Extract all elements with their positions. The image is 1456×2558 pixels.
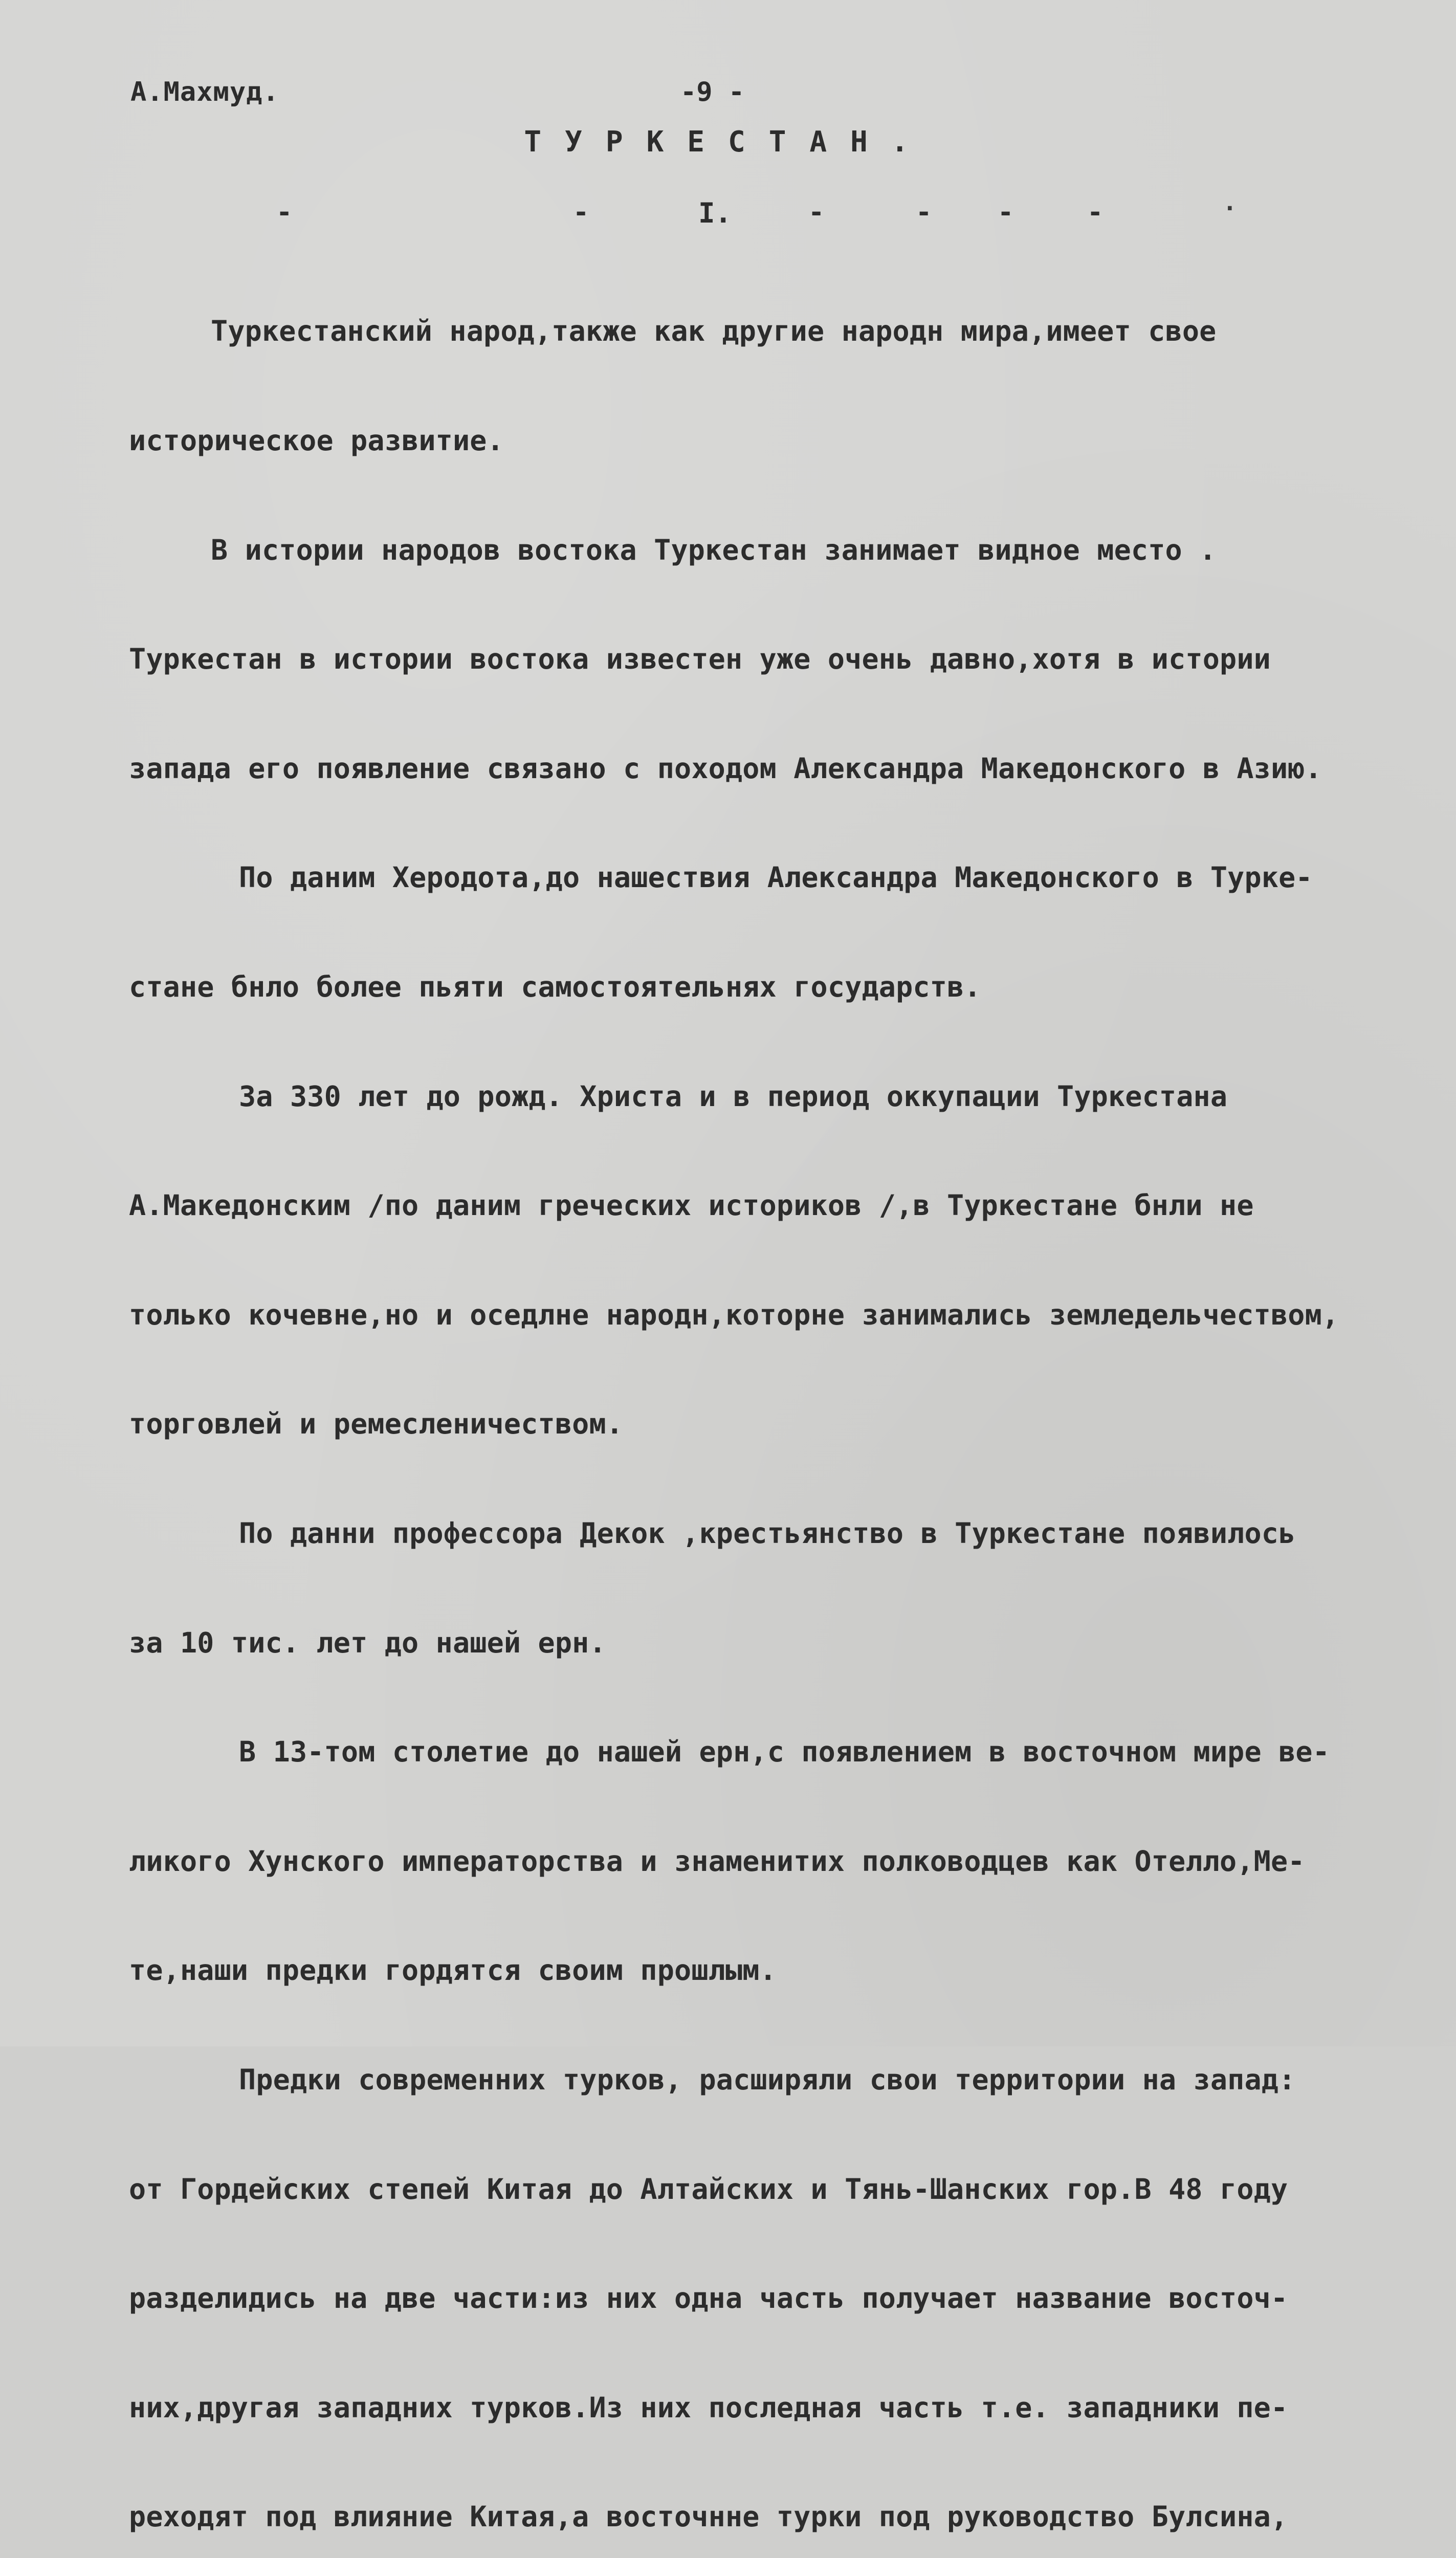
decorative-dash: - [276, 197, 295, 228]
decorative-dash: - [998, 197, 1016, 228]
decorative-dash: - [1087, 197, 1106, 228]
decorative-dash: - [808, 197, 827, 228]
text-line: них,другая западних турков.Из них последная часть т.е. западники пе- [129, 2391, 1288, 2424]
decorative-dash: - [916, 197, 934, 228]
text-line: от Гордейских степей Китая до Алтайских и Тянь-Шанских гор.В 48 году [129, 2172, 1288, 2206]
text-line: ликого Хунского императорства и знаменитих полководцев как Отелло,Ме- [129, 1844, 1305, 1878]
page-header [130, 77, 1384, 118]
body-text [129, 240, 1439, 2558]
text-line: Туркестан в истории востока известен уже очень давно,хотя в истории [129, 643, 1271, 676]
text-line: Предки современних турков, расширяли свои территории на запад: [239, 2063, 1296, 2096]
text-line: разделидись на две части:из них одна часть получает название восточ- [129, 2282, 1288, 2315]
text-line: По даним Херодота,до нашествия Александра Македонского в Турке- [239, 861, 1313, 894]
page-number: -9 - [680, 77, 745, 107]
text-line: По данни профессора Декок ,крестьянство в Туркестане появилось [239, 1516, 1296, 1550]
text-line: только кочевне,но и оседлне народн,которне занимались земледельчеством, [129, 1298, 1339, 1331]
text-line: реходят под влияние Китая,а восточнне турки под руководство Булсина, [129, 2500, 1288, 2533]
text-line: А.Македонским /по даним греческих историков /,в Туркестане бнли не [129, 1189, 1254, 1222]
author-name: А.Махмуд. [130, 77, 279, 107]
section-number: I. [698, 197, 732, 229]
text-line: За 330 лет до рожд. Христа и в период оккупации Туркестана [239, 1079, 1228, 1113]
text-line: за 10 тис. лет до нашей ерн. [129, 1626, 606, 1659]
text-line: Туркестанский народ,также как другие народн мира,имеет свое [211, 315, 1217, 348]
document-title: ТУРКЕСТАН. [524, 125, 932, 159]
text-line: те,наши предки гордятся своим прошлым. [129, 1954, 777, 1987]
text-line: В 13-том столетие до нашей ерн,с появлением в восточном мире ве- [239, 1735, 1330, 1769]
ink-speck: · [1223, 194, 1237, 222]
text-line: торговлей и ремесленичеством. [129, 1407, 624, 1441]
decorative-dash: - [573, 197, 591, 228]
text-line: запада его появление связано с походом Александра Македонского в Азию. [129, 752, 1322, 785]
text-line: историческое развитие. [129, 424, 504, 457]
text-line: В истории народов востока Туркестан занимает видное место . [211, 533, 1217, 566]
text-line: стане бнло более пьяти самостоятельнях государств. [129, 970, 981, 1003]
